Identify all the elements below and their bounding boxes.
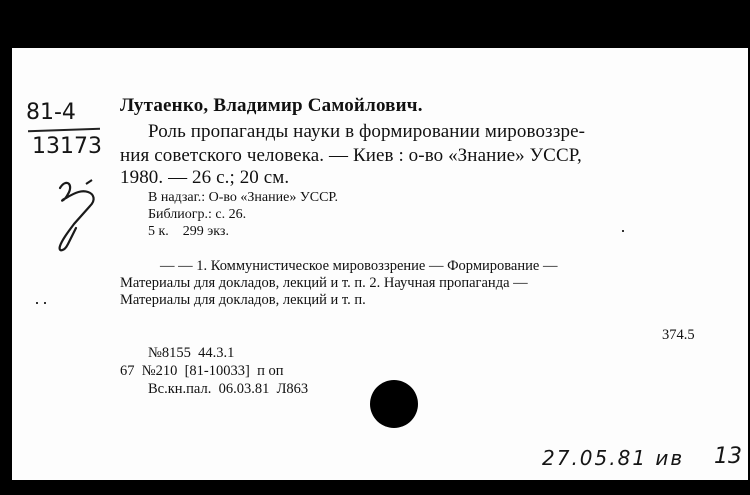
call-number-bottom: 13173 — [32, 134, 102, 159]
call-number-divider — [28, 128, 100, 133]
title-line-2: ния советского человека. — Киев : о-во «Знание» УССР, — [120, 145, 582, 166]
catalog-card — [12, 48, 748, 480]
stray-mark — [622, 230, 624, 232]
call-number-top: 81-4 — [26, 100, 76, 125]
record-line-2: 67 №210 [81-10033] п оп — [120, 363, 284, 379]
record-line-1: №8155 44.3.1 — [148, 345, 235, 361]
punch-hole — [370, 380, 418, 428]
stray-mark — [44, 302, 46, 304]
title-line-1: Роль пропаганды науки в формировании мировоззре- — [148, 121, 586, 142]
subject-line-1: — — 1. Коммунистическое мировоззрение — Формирование — — [160, 258, 558, 274]
handwritten-page-number: 13 — [714, 444, 742, 469]
stray-mark — [36, 302, 38, 304]
price-and-copies: 5 к. 299 экз. — [148, 224, 229, 239]
handwritten-date: 27.05.81 ив — [542, 446, 685, 470]
handwritten-initials — [46, 176, 116, 256]
note-sponsor: В надзаг.: О-во «Знание» УССР. — [148, 190, 338, 205]
subject-line-3: Материалы для докладов, лекций и т. п. — [120, 292, 366, 308]
subject-line-2: Материалы для докладов, лекций и т. п. 2. Научная пропаганда — — [120, 275, 528, 291]
record-line-3: Вс.кн.пал. 06.03.81 Л863 — [148, 381, 309, 397]
classification-number: 374.5 — [662, 327, 695, 343]
author-heading: Лутаенко, Владимир Самойлович. — [120, 95, 423, 116]
title-line-3: 1980. — 26 с.; 20 см. — [120, 167, 290, 188]
note-bibliography: Библиогр.: с. 26. — [148, 207, 247, 222]
